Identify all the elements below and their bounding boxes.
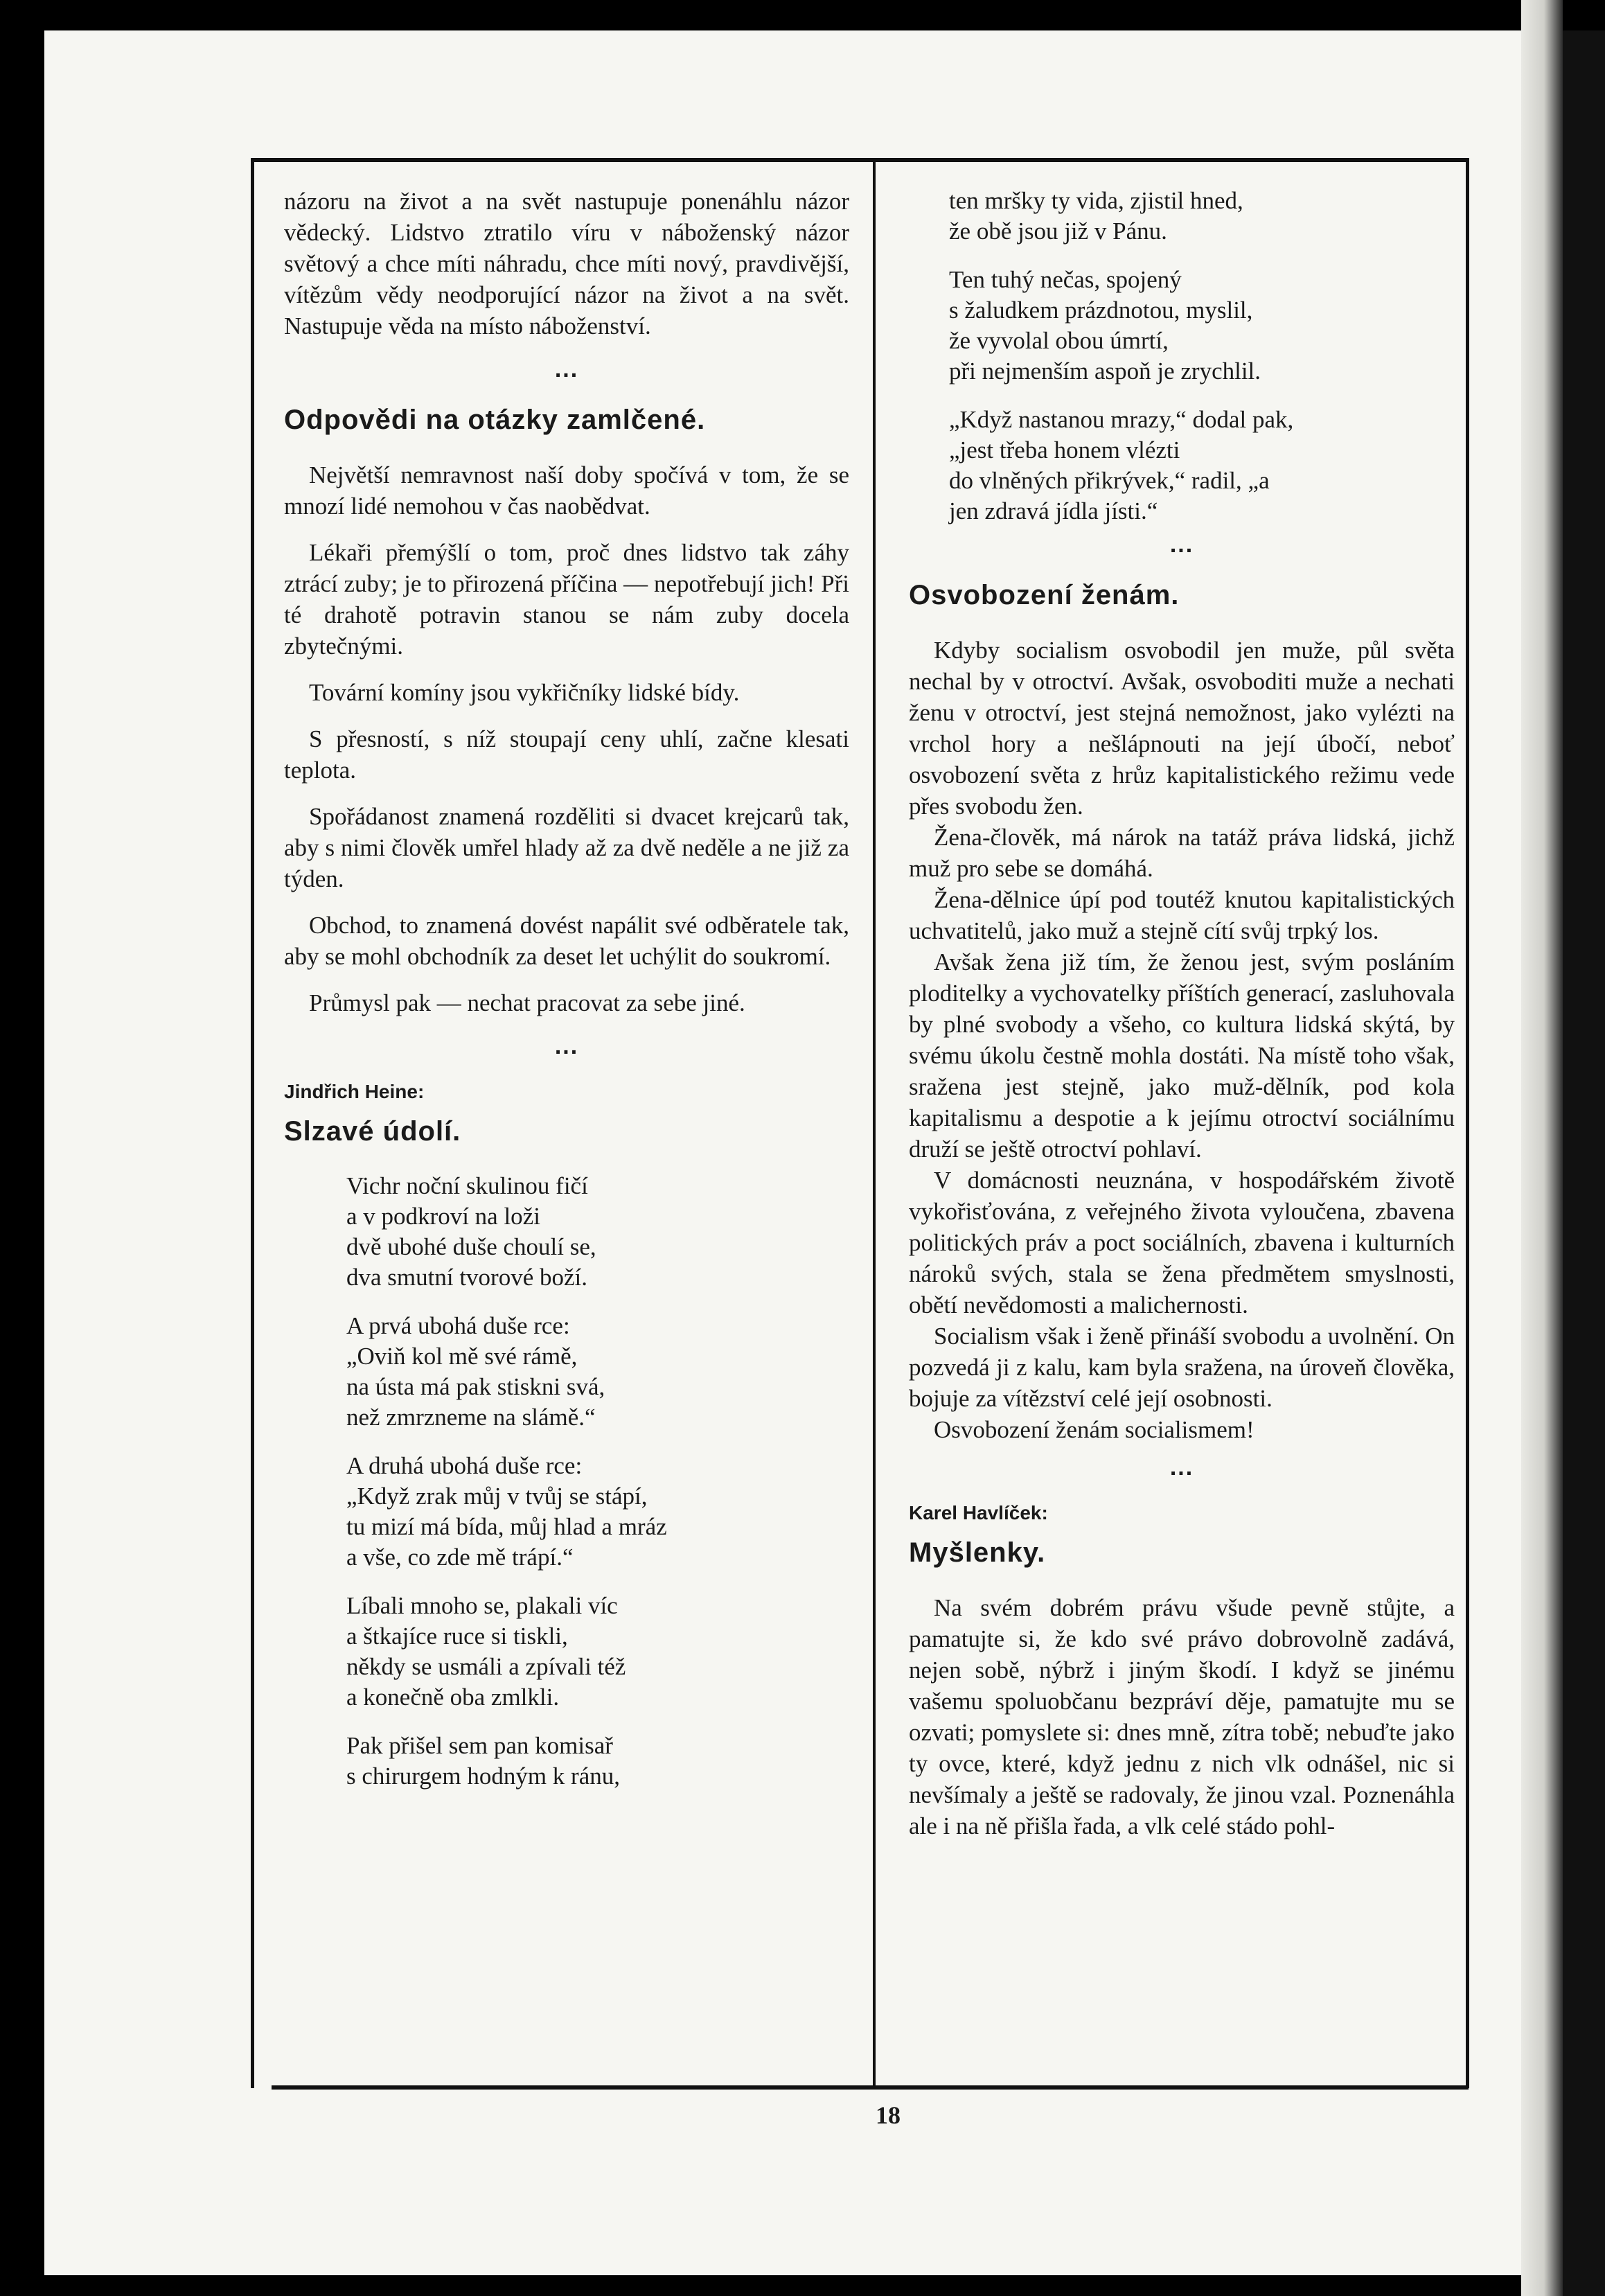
poem-line: Líbali mnoho se, plakali víc: [346, 1592, 618, 1619]
poem-line: A prvá ubohá duše rce:: [346, 1312, 570, 1339]
poem-line: a v podkroví na loži: [346, 1203, 540, 1230]
intro-paragraph: názoru na život a na svět nastupuje ponenáhlu názor vědecký. Lidstvo ztratilo víru v náboženský názor světový a chce míti náhradu, chce míti nový, pravdivější, vítězům vědy neodporující názor na život a na svět. Nastupuje věda na místo náboženství.: [284, 188, 849, 339]
poem-stanza: [346, 1591, 849, 1713]
paragraph: S přesností, s níž stoupají ceny uhlí, začne klesati teplota.: [284, 725, 849, 784]
poem-line: „Oviň kol mě své rámě,: [346, 1343, 578, 1370]
paragraph: Žena-člověk, má nárok na tatáž práva lidská, jichž muž pro sebe se domáhá.: [909, 824, 1455, 882]
poem-line: „Když zrak můj v tvůj se stápí,: [346, 1483, 648, 1510]
frame-rule-bottom: [272, 2085, 1469, 2090]
section-title: Osvobození ženám.: [909, 580, 1180, 610]
page-number: 18: [876, 2101, 901, 2129]
poem-stanza: [949, 186, 1455, 247]
left-column: [284, 186, 849, 1810]
poem-line: A druhá ubohá duše rce:: [346, 1452, 583, 1479]
poem-line: „jest třeba honem vlézti: [949, 436, 1180, 463]
paragraph: Průmysl pak — nechat pracovat za sebe jiné.: [309, 989, 745, 1016]
poem-line: s chirurgem hodným k ránu,: [346, 1763, 620, 1790]
page-edge-shadow: [1521, 0, 1563, 2296]
poem-line: a vše, co zde mě trápí.“: [346, 1544, 574, 1571]
section-separator: ...: [1169, 1454, 1194, 1481]
poem-line: než zmrzneme na slámě.“: [346, 1404, 596, 1431]
poem-author: Jindřich Heine:: [284, 1081, 425, 1102]
poem-line: jen zdravá jídla jísti.“: [949, 497, 1158, 524]
section-title: Odpovědi na otázky zamlčené.: [284, 405, 706, 435]
poem-line: ten mršky ty vida, zjistil hned,: [949, 187, 1243, 214]
paragraph: V domácnosti neuznána, v hospodářském životě vykořisťována, z veřejného života vyloučena, zbavena politických práv a poct sociálních, zbavena i kulturních nároků svých, stala se žena předmětem smyslnosti, obětí nevědomosti a malichernosti.: [909, 1167, 1455, 1318]
section-separator: ...: [1169, 531, 1194, 558]
paragraph: Na svém dobrém právu všude pevně stůjte, a pamatujte si, že kdo své právo dobrovolně zadává, nejen sobě, nýbrž i jiným škodí. I když se jinému vašemu spoluobčanu bezpráví děje, pamatujte mu se ozvati; pomyslete si: dnes mně, zítra tobě; nebuďte jako ty ovce, které, když jednu z nich vlk odnášel, nic si nevšímaly a ještě se radovaly, že jinou vzal. Poznenáhla ale i na ně přišla řada, a vlk celé stádo pohl-: [909, 1594, 1455, 1839]
paragraph: Osvobození ženám socialismem!: [934, 1416, 1254, 1443]
poem-stanza: [346, 1171, 849, 1293]
paragraph: Žena-dělnice úpí pod toutéž knutou kapitalistických uchvatitelů, jako muž a stejně cítí svůj trpký los.: [909, 886, 1455, 944]
paragraph: Obchod, to znamená dovést napálit své odběratele tak, aby se mohl obchodník za deset let uchýlit do soukromí.: [284, 912, 849, 970]
paragraph: Spořádanost znamená rozděliti si dvacet krejcarů tak, aby s nimi člověk umřel hlady až za dvě neděle a ne již za týden.: [284, 803, 849, 892]
poem-stanza: [346, 1451, 849, 1573]
frame-rule-right: [1466, 158, 1469, 2088]
poem-line: Pak přišel sem pan komisař: [346, 1732, 613, 1759]
poem-line: „Když nastanou mrazy,“ dodal pak,: [949, 406, 1294, 433]
poem-line: a štkajíce ruce si tiskli,: [346, 1623, 568, 1650]
poem-stanza: [346, 1311, 849, 1433]
poem-line: Ten tuhý nečas, spojený: [949, 266, 1182, 293]
poem-line: do vlněných přikrývek,“ radil, „a: [949, 467, 1270, 494]
article-author: Karel Havlíček:: [909, 1502, 1048, 1524]
poem-line: s žaludkem prázdnotou, myslil,: [949, 297, 1253, 324]
section-separator: ...: [554, 356, 579, 382]
poem-stanza: [346, 1731, 849, 1792]
paragraph: Kdyby socialism osvobodil jen muže, půl světa nechal by v otroctví. Avšak, osvoboditi muže a nechati ženu v otroctví, jest stejná nemožnost, jako vylézti na vrchol hory a nešlápnouti na její úbočí, neboť osvobození světa z hrůz kapitalistického režimu vede přes svobodu žen.: [909, 637, 1455, 820]
frame-rule-top: [251, 158, 1469, 162]
frame-rule-left: [251, 158, 254, 2088]
poem-line: při nejmenším aspoň je zrychlil.: [949, 357, 1261, 385]
paragraph: Největší nemravnost naší doby spočívá v tom, že se mnozí lidé nemohou v čas naobědvat.: [284, 461, 849, 520]
poem-stanza: [949, 265, 1455, 387]
poem-line: na ústa má pak stiskni svá,: [346, 1373, 605, 1400]
paragraph: Socialism však i ženě přináší svobodu a uvolnění. On pozvedá ji z kalu, kam byla sražena, na úroveň člověka, bojuje za vítězství celé její osobnosti.: [909, 1323, 1455, 1412]
section-separator: ...: [554, 1033, 579, 1059]
paragraph: Tovární komíny jsou vykřičníky lidské bídy.: [309, 679, 740, 706]
right-column: [909, 186, 1455, 1857]
poem-line: Vichr noční skulinou fičí: [346, 1172, 588, 1199]
poem-line: dva smutní tvorové boží.: [346, 1264, 588, 1291]
poem-title: Slzavé údolí.: [284, 1116, 461, 1147]
poem-line: že vyvolal obou úmrtí,: [949, 327, 1169, 354]
column-divider: [873, 161, 876, 2087]
paragraph: Avšak žena již tím, že ženou jest, svým posláním ploditelky a vychovatelky příštích generací, zasluhovala by plné svobody a všeho, co kultura lidská skýtá, by svému úkolu čestně mohla dostáti. Na místě toho však, sražena jest stejně, jako muž-dělník, pod kola kapitalismu a despotie a k jejímu otroctví sociálnímu druží se ještě otroctví pohlaví.: [909, 948, 1455, 1163]
poem-stanza: [949, 405, 1455, 527]
poem-line: tu mizí má bída, můj hlad a mráz: [346, 1513, 667, 1540]
poem-line: že obě jsou již v Pánu.: [949, 218, 1167, 245]
poem-line: dvě ubohé duše choulí se,: [346, 1233, 596, 1260]
poem-line: a konečně oba zmlkli.: [346, 1684, 560, 1711]
section-title: Myšlenky.: [909, 1537, 1046, 1568]
paragraph: Lékaři přemýšlí o tom, proč dnes lidstvo tak záhy ztrácí zuby; je to přirozená příčina — nepotřebují jich! Při té drahotě potravin stanou se nám zuby docela zbytečnými.: [284, 539, 849, 660]
poem-line: někdy se usmáli a zpívali též: [346, 1653, 626, 1680]
